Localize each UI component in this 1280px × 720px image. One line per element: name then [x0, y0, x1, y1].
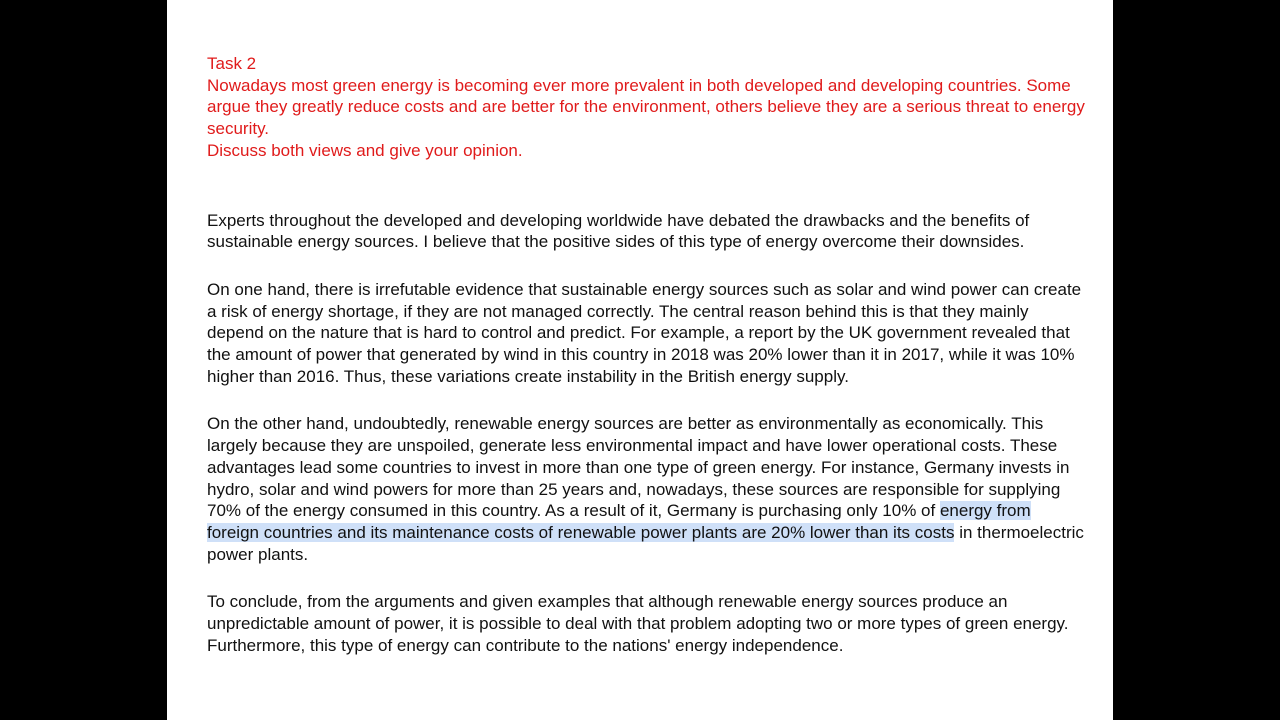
essay-body-paragraph-1: On one hand, there is irrefutable evidence that sustainable energy sources such as solar and wind power can create a risk of energy shortage, if they are not managed correctly. The central reason behind this is that they mainly depend on the nature that is hard to control and predict. For example, a report by the UK government revealed that the amount of power that generated by wind in this country in 2018 was 20% lower than it in 2017, while it was 10% higher than 2016. Thus, these variations create instability in the British energy supply.: [207, 279, 1082, 386]
essay-conclusion-paragraph: To conclude, from the arguments and given examples that although renewable energy sources produce an unpredictable amount of power, it is possible to deal with that problem adopting two or more types of green energy. Furthermore, this type of energy can contribute to the nations' energy independence.: [207, 592, 1069, 655]
body2-text-after: in thermoelectric power plants.: [207, 522, 1084, 564]
task-prompt: Nowadays most green energy is becoming ever more prevalent in both developed and developing countries. Some argue they greatly reduce costs and are better for the environment, others believe they are a serious threat to energy security.: [207, 75, 1085, 139]
essay-body-paragraph-2: [207, 413, 1087, 565]
body2-text-before: On the other hand, undoubtedly, renewable energy sources are better as environmentally as economically. This largely because they are unspoiled, generate less environmental impact and have lower operational costs. These advantages lead some countries to invest in more than one type of green energy. For instance, Germany invests in hydro, solar and wind powers for more than 25 years and, nowadays, these sources are responsible for supplying 70% of the energy consumed in this country. As a result of it, Germany is purchasing only 10% of: [207, 414, 1070, 521]
selected-text-highlight[interactable]: energy from foreign countries and its maintenance costs of renewable power plants are 20% lower than its costs: [207, 501, 1031, 542]
task-title: Task 2: [207, 54, 257, 73]
task-block: [207, 53, 1087, 162]
document-page: [167, 0, 1113, 720]
task-instruction: Discuss both views and give your opinion.: [207, 140, 523, 160]
essay-intro-paragraph: Experts throughout the developed and developing worldwide have debated the drawbacks and the benefits of sustainable energy sources. I believe that the positive sides of this type of energy overcome their downsides.: [207, 210, 1030, 252]
document-content: [207, 53, 1087, 656]
